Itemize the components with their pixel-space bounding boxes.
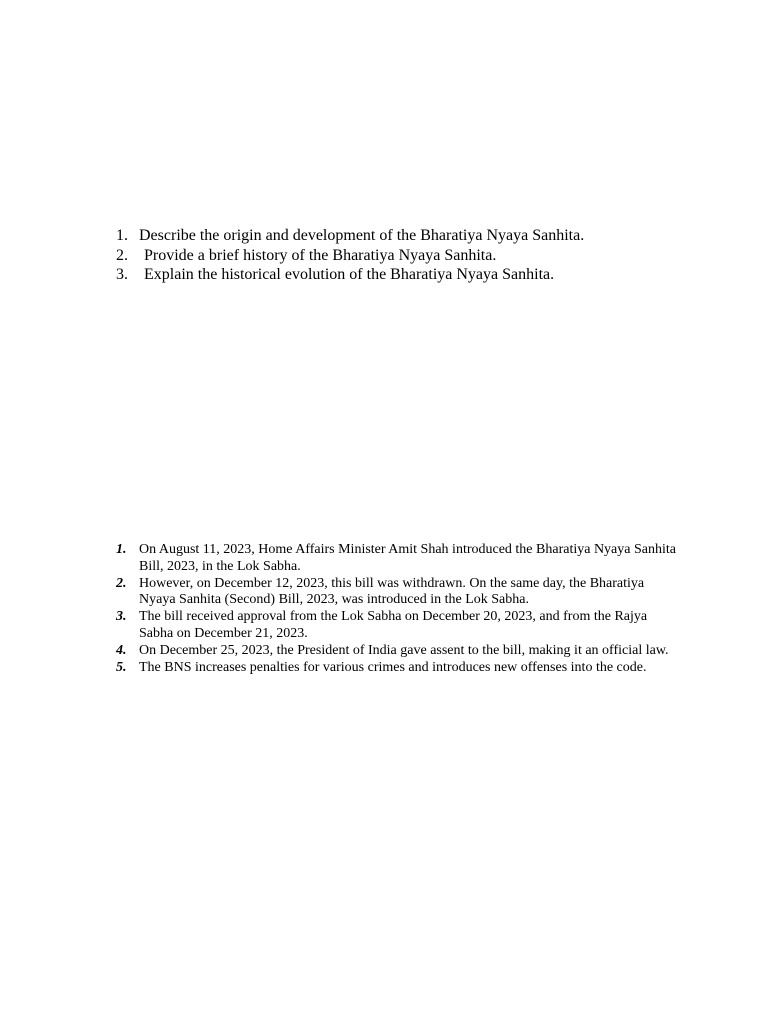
fact-text: On December 25, 2023, the President of India gave assent to the bill, making it an official law. <box>139 642 669 658</box>
question-text: Describe the origin and development of the Bharatiya Nyaya Sanhita. <box>139 227 585 244</box>
question-item <box>116 265 736 285</box>
fact-item <box>116 609 676 643</box>
fact-number: 1. <box>116 542 127 557</box>
fact-number: 4. <box>116 642 127 658</box>
question-item <box>116 246 736 266</box>
question-text: Provide a brief history of the Bharatiya Nyaya Sanhita. <box>144 246 497 264</box>
fact-text: The bill received approval from the Lok Sabha on December 20, 2023, and from the Rajya Sabha on December 21, 2023. <box>139 609 648 641</box>
fact-item <box>116 643 676 660</box>
question-number: 2. <box>116 246 128 264</box>
fact-item <box>116 660 676 677</box>
fact-list <box>116 542 676 676</box>
fact-text: The BNS increases penalties for various crimes and introduces new offenses into the code. <box>139 659 647 675</box>
fact-number: 2. <box>116 575 127 591</box>
question-text: Explain the historical evolution of the Bharatiya Nyaya Sanhita. <box>144 266 555 283</box>
fact-item <box>116 542 676 576</box>
fact-item <box>116 576 676 610</box>
question-number: 1. <box>116 227 128 244</box>
question-number: 3. <box>116 266 128 283</box>
fact-number: 3. <box>116 609 127 625</box>
fact-number: 5. <box>116 659 127 675</box>
question-item <box>116 226 736 246</box>
fact-text: On August 11, 2023, Home Affairs Minister Amit Shah introduced the Bharatiya Nyaya Sanhita Bill, 2023, in the Lok Sabha. <box>139 542 676 574</box>
fact-text: However, on December 12, 2023, this bill was withdrawn. On the same day, the Bharatiya Nyaya Sanhita (Second) Bill, 2023, was introduced in the Lok Sabha. <box>139 575 645 608</box>
question-list <box>116 226 736 285</box>
